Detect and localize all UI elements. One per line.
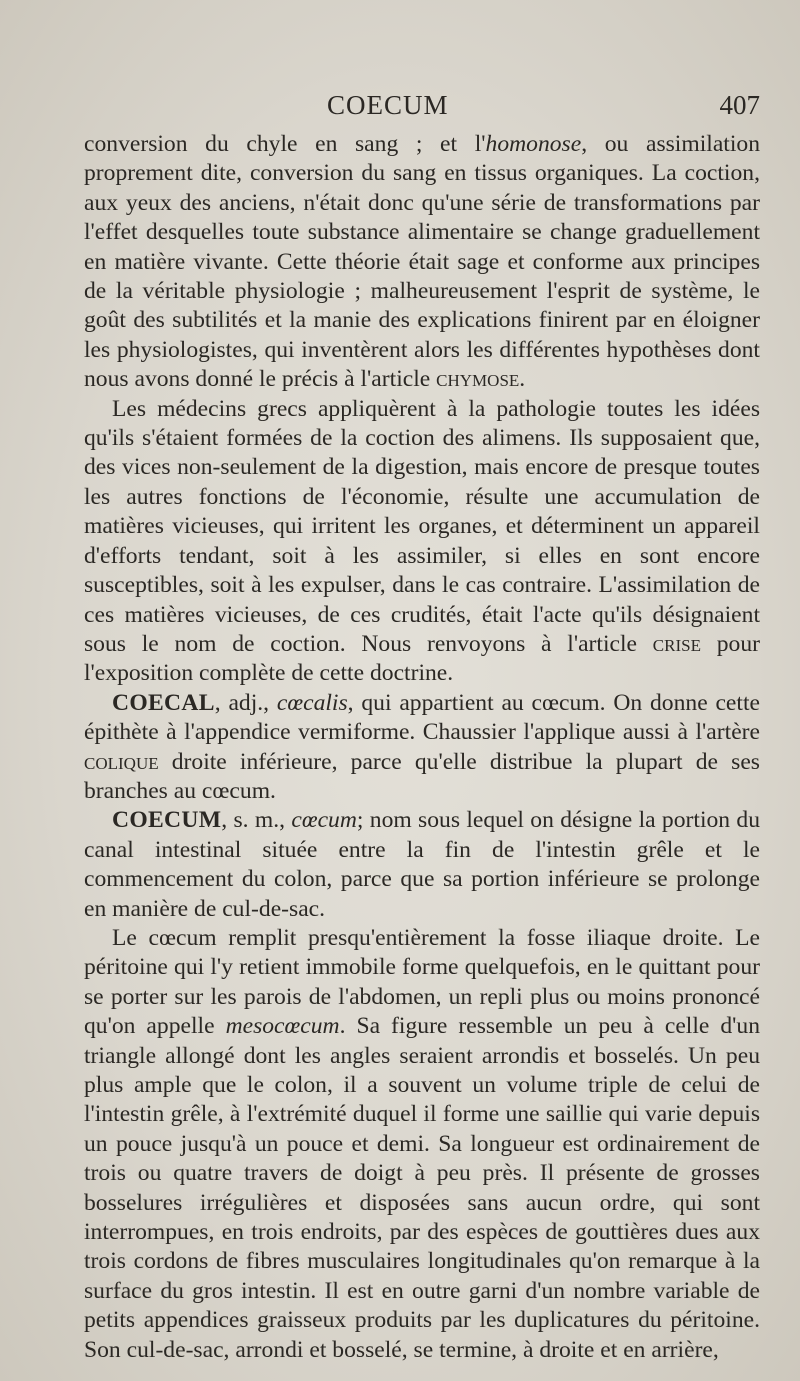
body-text (84, 130, 760, 1365)
running-head: COECUM (327, 90, 449, 120)
text-segment: pour l'exposition complète de cette doctrine. (84, 630, 761, 687)
text-segment: , qui appartient au cœcum. On donne cette épithète à l'appendice vermiforme. Chaussier l'applique aussi à l'artère (84, 689, 760, 746)
paragraph-coction-theory (84, 130, 760, 395)
text-segment: droite inférieure, parce qu'elle distribue la plupart de ses branches au cœcum. (84, 748, 760, 804)
entry-coecum (84, 806, 760, 924)
text-segment: . (519, 366, 526, 393)
entry-coecal (84, 689, 760, 807)
text-segment: Le cœcum remplit presqu'entièrement la fosse iliaque droite. Le péritoine qui l'y retient immobile forme quelquefois, en le quittant pour se porter sur les parois de l'abdomen, un repli plus ou moins prononcé qu'on appelle (84, 924, 760, 1040)
text-segment: crise (652, 630, 701, 657)
text-segment: , adj., (214, 689, 277, 716)
text-segment: COECAL (112, 689, 215, 716)
text-segment: conversion du chyle en sang ; et l' (84, 131, 486, 157)
paragraph-pathology (84, 395, 760, 689)
text-segment: , ou assimilation proprement dite, conversion du sang en tissus organiques. La coction, aux yeux des anciens, n'était donc qu'une série de transformations par l'effet desquelles toute substance alimentaire se change graduellement en matière vivante. Cette théorie était sage et conforme aux principes de la véritable physiologie ; malheureusement l'esprit de système, le goût des subtilités et la manie des explications finirent par en éloigner les physiologistes, qui inventèrent alors les différentes hypothèses dont nous avons donné le précis à l'article (84, 131, 760, 393)
text-segment: cœcum (291, 807, 357, 834)
text-segment: . Sa figure ressemble un peu à celle d'un triangle allongé dont les angles seraient arrondis et bosselés. Un peu plus ample que le colon, il a souvent un volume triple de celui de l'intestin grêle, à l'extrémité duquel il forme une saillie qui varie depuis un pouce jusqu'à un pouce et demi. Sa longueur est ordinairement de trois ou quatre travers de doigt à peu près. Il présente de grosses bosselures irrégulières et disposées sans aucun ordre, qui sont interrompues, en trois endroits, par des espèces de gouttières dues aux trois cordons de fibres musculaires longitudinales qu'on remarque à la surface du gros intestin. Il est en outre garni d'un nombre variable de petits appendices graisseux produits par les duplicatures du péritoine. Son cul-de-sac, arrondi et bosselé, se termine, à droite et en arrière, (84, 1013, 761, 1363)
text-segment: colique (84, 748, 159, 775)
paragraph-coecum-description (84, 924, 760, 1365)
text-segment: ; nom sous lequel on désigne la portion du canal intestinal située entre la fin de l'intestin grêle et le commencement du colon, parce que sa portion inférieure se prolonge en manière de cul-de-sac. (84, 807, 761, 922)
text-segment: Les médecins grecs appliquèrent à la pathologie toutes les idées qu'ils s'étaient formées de la coction des alimens. Ils supposaient que, des vices non-seulement de la digestion, mais encore de presque toutes les autres fonctions de l'économie, résulte une accumulation de matières vicieuses, qui irritent les organes, et déterminent un appareil d'efforts tendant, soit à les assimiler, si elles en sont encore susceptibles, soit à les expulser, dans le cas contraire. L'assimilation de ces matières vicieuses, de ces crudités, était l'acte qu'ils désignaient sous le nom de coction. Nous renvoyons à l'article (84, 395, 760, 657)
text-segment: mesocœcum (225, 1013, 340, 1040)
text-segment: , s. m., (221, 807, 292, 834)
text-segment: chymose (436, 366, 520, 393)
page-header (84, 88, 760, 128)
page-number: 407 (719, 90, 760, 120)
text-segment: COECUM (112, 807, 222, 834)
text-segment: cœcalis (276, 689, 348, 716)
text-segment: homonose (485, 131, 582, 157)
